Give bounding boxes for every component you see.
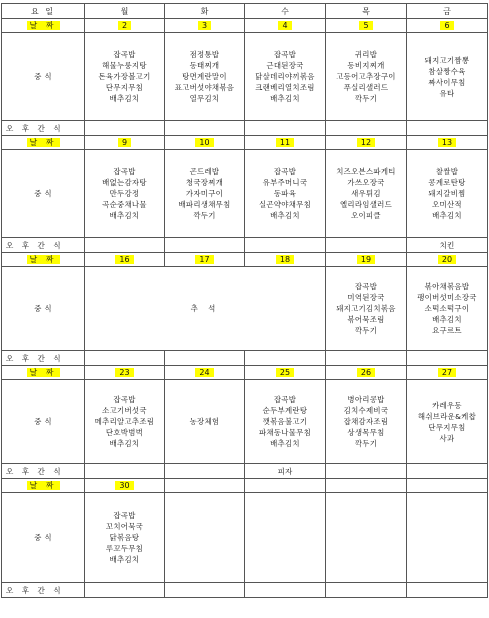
- menu-item: 푸실리샐러드: [343, 83, 389, 92]
- weekday-header: 수: [245, 4, 326, 19]
- snack-cell: [85, 121, 165, 136]
- menu-item: 돼지고기김치볶음: [336, 304, 396, 313]
- date-number: 5: [359, 21, 372, 30]
- date-cell: [165, 19, 245, 33]
- date-number: 4: [278, 21, 291, 30]
- lunch-menu-cell: [85, 150, 165, 238]
- menu-item: 배추김치: [432, 315, 462, 324]
- snack-cell: [85, 464, 165, 479]
- menu-item: 고등어고추장구이: [336, 72, 396, 81]
- date-cell: [85, 366, 165, 380]
- lunch-menu-cell: [407, 33, 488, 121]
- lunch-menu-cell: [165, 150, 245, 238]
- date-number: 6: [440, 21, 453, 30]
- menu-item: 미역된장국: [347, 293, 385, 302]
- menu-item: 잡곡밥: [273, 395, 297, 404]
- menu-item: 가쓰오장국: [347, 178, 385, 187]
- lunch-row: [2, 267, 488, 351]
- menu-item: 열무김치: [189, 94, 220, 103]
- menu-item: 실곤약야채무침: [258, 200, 312, 209]
- date-number: 23: [115, 368, 133, 377]
- menu-item: 카레우동: [432, 400, 462, 410]
- menu-item: 근대된장국: [266, 61, 304, 70]
- snack-row-label: 오 후 간 식: [2, 238, 85, 253]
- date-row-label: [2, 253, 85, 267]
- weekday-header: 월: [85, 4, 165, 19]
- lunch-menu-cell: [245, 150, 326, 238]
- date-cell: [85, 136, 165, 150]
- snack-cell: [165, 583, 245, 598]
- menu-item: 옐리라임샐러드: [339, 200, 393, 209]
- lunch-menu-cell: [85, 33, 165, 121]
- menu-item: 깍두기: [354, 326, 378, 335]
- snack-row: [2, 464, 488, 479]
- lunch-menu-cell: [85, 380, 165, 464]
- lunch-menu-cell: [326, 380, 407, 464]
- menu-item: 소고기버섯국: [102, 406, 147, 415]
- menu-item: 루꼬두무침: [105, 544, 144, 553]
- lunch-menu-cell: [85, 493, 165, 583]
- date-cell: [326, 366, 407, 380]
- date-label-text: 날 짜: [27, 481, 60, 490]
- menu-item: 잡곡밥: [354, 282, 378, 291]
- lunch-row-label: 중 식: [2, 267, 85, 351]
- date-row: [2, 136, 488, 150]
- snack-cell: [245, 238, 326, 253]
- snack-cell: [407, 121, 488, 136]
- menu-item: 오미산적: [432, 200, 462, 209]
- date-number: 17: [195, 255, 213, 264]
- date-label-text: 날 짜: [27, 21, 60, 30]
- snack-cell: [165, 238, 245, 253]
- date-cell: [407, 479, 488, 493]
- date-row-label: [2, 366, 85, 380]
- menu-item: 배추김치: [270, 439, 300, 448]
- date-cell: [245, 136, 326, 150]
- weekday-header: 금: [407, 4, 488, 19]
- date-row: [2, 479, 488, 493]
- menu-item: 파채동나물무침: [258, 428, 312, 437]
- date-number: 2: [118, 21, 131, 30]
- lunch-row: [2, 33, 488, 121]
- date-cell: [407, 136, 488, 150]
- menu-item: 배추김치: [109, 439, 140, 448]
- menu-item: 꼬치어묵국: [105, 522, 144, 531]
- header-row: [2, 4, 488, 19]
- menu-item: 배없는감자탕: [102, 178, 147, 187]
- menu-item: 깍두기: [354, 439, 378, 448]
- menu-item: 곡순중채나물: [102, 200, 147, 209]
- menu-item: 팽이버섯미소장국: [417, 293, 477, 302]
- lunch-menu-cell: [245, 380, 326, 464]
- date-cell: [245, 253, 326, 267]
- date-cell: [326, 19, 407, 33]
- menu-item: 유부주머니국: [262, 178, 308, 187]
- menu-item: 탕면계란말이: [182, 72, 227, 81]
- lunch-menu-cell: [245, 493, 326, 583]
- snack-cell: [326, 238, 407, 253]
- lunch-menu-cell: [165, 380, 245, 464]
- snack-cell: [407, 351, 488, 366]
- date-number: 3: [198, 21, 211, 30]
- menu-item: 크랜베리열치조림: [255, 83, 315, 92]
- menu-item: 동파육: [273, 189, 297, 198]
- snack-cell: [85, 351, 165, 366]
- menu-item: 배추김치: [109, 211, 140, 220]
- lunch-row-label: 중 식: [2, 33, 85, 121]
- holiday-cell: 추 석: [85, 267, 326, 351]
- snack-cell: [85, 583, 165, 598]
- date-cell: [165, 253, 245, 267]
- date-number: 12: [357, 138, 375, 147]
- menu-item: 해물누룽지탕: [102, 61, 147, 70]
- date-row-label: [2, 136, 85, 150]
- menu-item: 배추김치: [109, 94, 140, 103]
- date-cell: [407, 253, 488, 267]
- date-number: 16: [115, 255, 133, 264]
- menu-item: 곤드레밥: [189, 167, 220, 176]
- menu-item: 짜사이무침: [428, 77, 466, 87]
- menu-item: 배추김치: [270, 211, 300, 220]
- date-row: [2, 19, 488, 33]
- date-number: 24: [195, 368, 213, 377]
- date-cell: [326, 479, 407, 493]
- lunch-menu-cell: [165, 493, 245, 583]
- snack-cell: [326, 121, 407, 136]
- menu-item: 새우튀김: [351, 189, 381, 198]
- snack-cell: 피자: [245, 464, 326, 479]
- snack-row: [2, 583, 488, 598]
- menu-item: 요구르트: [432, 326, 462, 335]
- lunch-menu-cell: [407, 267, 488, 351]
- menu-item: 볶어묵조림: [347, 315, 385, 324]
- snack-row: [2, 351, 488, 366]
- menu-item: 만두강정: [109, 189, 140, 198]
- lunch-menu-cell: [326, 33, 407, 121]
- menu-item: 돼지갈비찜: [428, 189, 466, 198]
- snack-row-label: 오 후 간 식: [2, 464, 85, 479]
- weekday-header: 목: [326, 4, 407, 19]
- date-cell: [407, 19, 488, 33]
- menu-item: 잡곡밥: [113, 511, 136, 520]
- menu-item: 잡곡밥: [273, 167, 297, 176]
- snack-cell: [407, 464, 488, 479]
- snack-cell: [165, 121, 245, 136]
- date-cell: [245, 19, 326, 33]
- menu-item: 단무지무침: [428, 422, 466, 432]
- date-number: 25: [276, 368, 294, 377]
- lunch-menu-cell: [245, 33, 326, 121]
- snack-row-label: 오 후 간 식: [2, 583, 85, 598]
- date-cell: [85, 253, 165, 267]
- date-number: 11: [276, 138, 294, 147]
- snack-cell: [245, 583, 326, 598]
- snack-cell: [85, 238, 165, 253]
- menu-item: 동태찌개: [189, 61, 220, 70]
- snack-cell: [165, 351, 245, 366]
- date-number: 20: [438, 255, 456, 264]
- menu-item: 상생목무침: [347, 428, 385, 437]
- menu-item: 닭살데리야끼볶음: [255, 72, 315, 81]
- menu-item: 콩계로탄탕: [428, 178, 466, 187]
- lunch-menu-cell: [326, 150, 407, 238]
- snack-row: [2, 121, 488, 136]
- date-cell: [85, 19, 165, 33]
- menu-item: 볶아채볶음밥: [424, 282, 470, 291]
- lunch-row: [2, 493, 488, 583]
- menu-item: 배추김치: [432, 211, 462, 220]
- snack-cell: [245, 351, 326, 366]
- menu-item: 돼지고기짬뽕: [424, 55, 470, 65]
- menu-item: 잡곡밥: [273, 50, 297, 59]
- date-number: 18: [276, 255, 294, 264]
- date-number: 30: [115, 481, 133, 490]
- menu-item: 치즈오븐스파게티: [336, 167, 396, 176]
- menu-item: 찰쌀밥: [435, 167, 459, 176]
- date-label-text: 날 짜: [27, 138, 60, 147]
- snack-row-label: 오 후 간 식: [2, 351, 85, 366]
- snack-cell: [326, 464, 407, 479]
- menu-item: 표고버섯야채볶음: [174, 83, 235, 92]
- date-number: 13: [438, 138, 456, 147]
- menu-item: 점정통밥: [189, 50, 220, 59]
- date-cell: [165, 366, 245, 380]
- date-cell: [245, 366, 326, 380]
- menu-item: 소떡소떡구이: [424, 304, 470, 313]
- menu-item: 농장체험: [189, 417, 220, 426]
- lunch-row-label: 중 식: [2, 150, 85, 238]
- snack-row-label: 오 후 간 식: [2, 121, 85, 136]
- date-cell: [245, 479, 326, 493]
- lunch-menu-cell: [407, 380, 488, 464]
- date-row-label: [2, 19, 85, 33]
- menu-item: 돈육가장볼고기: [98, 72, 151, 81]
- snack-cell: [407, 583, 488, 598]
- menu-item: 동비지찌개: [347, 61, 385, 70]
- date-label-text: 날 짜: [27, 255, 60, 264]
- menu-item: 단무지무침: [105, 83, 144, 92]
- date-row: [2, 366, 488, 380]
- menu-item: 유타: [439, 88, 455, 98]
- menu-item: 닭볶음탕: [109, 533, 140, 542]
- menu-item: 깻볶음불고기: [262, 417, 308, 426]
- date-cell: [407, 366, 488, 380]
- menu-item: 배추김치: [109, 555, 140, 564]
- menu-item: 잡곡밥: [113, 50, 136, 59]
- lunch-menu-cell: [165, 33, 245, 121]
- menu-item: 깍두기: [193, 211, 216, 220]
- snack-cell: [326, 351, 407, 366]
- date-number: 9: [118, 138, 131, 147]
- menu-item: 해쉬브라운&케찹: [417, 411, 477, 421]
- weekday-header: 화: [165, 4, 245, 19]
- menu-item: 배파리생채무침: [178, 200, 231, 209]
- date-cell: [326, 253, 407, 267]
- lunch-menu-cell: [326, 267, 407, 351]
- menu-item: 깍두기: [354, 94, 378, 103]
- menu-item: 귀리밥: [354, 50, 378, 59]
- menu-item: 참살짱수육: [428, 66, 466, 76]
- date-row-label: [2, 479, 85, 493]
- snack-cell: [245, 121, 326, 136]
- menu-item: 단호박범벅: [105, 428, 144, 437]
- menu-item: 김치수제비국: [343, 406, 389, 415]
- menu-item: 사과: [439, 433, 455, 443]
- date-cell: [85, 479, 165, 493]
- menu-item: 배추김치: [270, 94, 300, 103]
- date-number: 10: [195, 138, 213, 147]
- menu-item: 청국장찌개: [185, 178, 224, 187]
- lunch-row: [2, 150, 488, 238]
- lunch-row-label: 중 식: [2, 493, 85, 583]
- menu-item: 잡곡밥: [113, 167, 136, 176]
- date-cell: [326, 136, 407, 150]
- date-number: 26: [357, 368, 375, 377]
- lunch-menu-cell: [407, 150, 488, 238]
- lunch-menu-table: [1, 3, 488, 598]
- menu-item: 병아리콩밥: [347, 395, 385, 404]
- date-label-text: 날 짜: [27, 368, 60, 377]
- menu-item: 잡채감자조림: [343, 417, 389, 426]
- menu-item: 가자미구이: [185, 189, 224, 198]
- snack-cell: 치킨: [407, 238, 488, 253]
- lunch-row: [2, 380, 488, 464]
- snack-cell: [326, 583, 407, 598]
- date-number: 27: [438, 368, 456, 377]
- weekday-header-label: 요 일: [2, 4, 85, 19]
- lunch-menu-cell: [407, 493, 488, 583]
- snack-cell: [165, 464, 245, 479]
- lunch-row-label: 중 식: [2, 380, 85, 464]
- menu-item: 메추리알고추조림: [94, 417, 155, 426]
- menu-item: 잡곡밥: [113, 395, 136, 404]
- menu-item: 순두부계란탕: [262, 406, 308, 415]
- date-number: 19: [357, 255, 375, 264]
- date-row: [2, 253, 488, 267]
- snack-row: [2, 238, 488, 253]
- menu-item: 오이피클: [351, 211, 381, 220]
- date-cell: [165, 479, 245, 493]
- lunch-menu-cell: [326, 493, 407, 583]
- date-cell: [165, 136, 245, 150]
